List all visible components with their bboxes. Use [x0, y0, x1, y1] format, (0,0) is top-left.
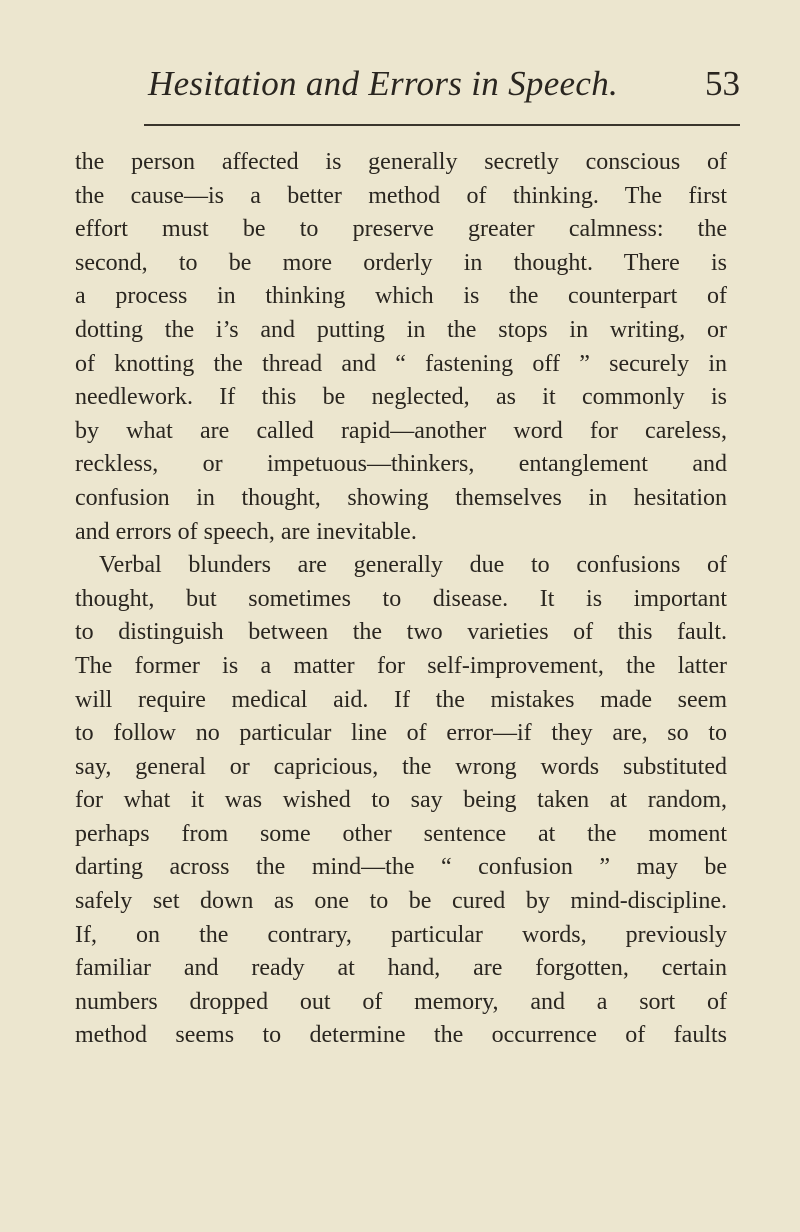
text-line: familiar and ready at hand, are forgotten, certain [75, 955, 727, 982]
text-line: say, general or capricious, the wrong words substituted [75, 753, 727, 780]
text-line: perhaps from some other sentence at the moment [75, 820, 727, 847]
text-line: and errors of speech, are inevitable. [75, 518, 417, 545]
text-line: dotting the i’s and putting in the stops in writing, or [75, 316, 727, 343]
text-line: for what it was wished to say being taken at random, [75, 787, 727, 814]
text-line: second, to be more orderly in thought. There is [75, 249, 727, 276]
header-rule [144, 124, 740, 126]
text-line: thought, but sometimes to disease. It is important [75, 585, 727, 612]
text-line: the cause—is a better method of thinking. The first [75, 182, 727, 209]
text-line: reckless, or impetuous—thinkers, entanglement and [75, 451, 727, 478]
text-line: will require medical aid. If the mistakes made seem [75, 686, 727, 713]
text-line: safely set down as one to be cured by mind-discipline. [75, 888, 727, 915]
text-line: method seems to determine the occurrence of faults [75, 1022, 727, 1049]
page-number: 53 [705, 64, 740, 103]
text-line: to follow no particular line of error—if they are, so to [75, 720, 727, 747]
body-text [75, 146, 727, 1053]
text-line: numbers dropped out of memory, and a sort of [75, 988, 727, 1015]
text-line: confusion in thought, showing themselves in hesitation [75, 484, 727, 511]
text-line: effort must be to preserve greater calmness: the [75, 216, 727, 243]
text-line: darting across the mind—the “ confusion ” may be [75, 854, 727, 881]
text-line: Verbal blunders are generally due to confusions of [99, 552, 727, 579]
text-line: the person affected is generally secretly conscious of [75, 149, 727, 175]
text-line: If, on the contrary, particular words, previously [75, 921, 727, 948]
text-line: needlework. If this be neglected, as it commonly is [75, 384, 727, 411]
text-line: The former is a matter for self-improvement, the latter [75, 652, 727, 679]
text-line: of knotting the thread and “ fastening off ” securely in [75, 350, 727, 377]
running-head [124, 62, 740, 114]
text-line: a process in thinking which is the counterpart of [75, 283, 727, 310]
text-line: to distinguish between the two varieties of this fault. [75, 619, 727, 646]
text-line: by what are called rapid—another word for careless, [75, 417, 727, 444]
running-title: Hesitation and Errors in Speech. [148, 64, 619, 103]
